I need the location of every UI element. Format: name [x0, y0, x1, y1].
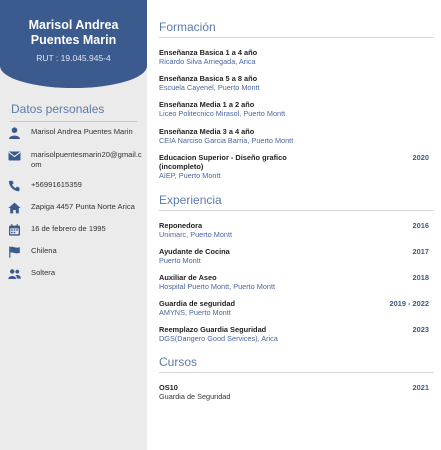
info-email — [8, 150, 143, 170]
divider — [159, 210, 434, 211]
entry-year: 2017 — [412, 247, 429, 256]
last-names: Puentes Marin — [30, 33, 117, 47]
entry-subtitle: Ricardo Silva Arriegada, Arica — [159, 57, 256, 66]
flag-icon — [8, 246, 22, 258]
entry-year: 2023 — [412, 325, 429, 334]
formacion-entry — [159, 48, 429, 66]
divider — [159, 372, 434, 373]
entry-year: 2018 — [412, 273, 429, 282]
full-name — [0, 0, 147, 48]
entry-title: Guardia de seguridad — [159, 299, 235, 308]
home-icon — [8, 202, 22, 214]
experiencia-entry — [159, 273, 429, 291]
info-nationality — [8, 246, 143, 258]
entry-subtitle: Guardia de Seguridad — [159, 392, 231, 401]
formacion-entry — [159, 100, 429, 118]
info-name — [8, 127, 143, 139]
entry-title: OS10 — [159, 383, 178, 392]
entry-year: 2019 - 2022 — [389, 299, 429, 308]
info-text: 16 de febrero de 1995 — [31, 224, 106, 233]
entry-subtitle: Unimarc, Puerto Montt — [159, 230, 232, 239]
entry-subtitle: DGS(Dangero Good Services), Arica — [159, 334, 278, 343]
cursos-title: Cursos — [159, 355, 198, 369]
experiencia-entry — [159, 221, 429, 239]
entry-subtitle: AIEP, Puerto Montt — [159, 171, 221, 180]
phone-icon — [8, 180, 22, 192]
divider — [159, 37, 434, 38]
info-text: Soltera — [31, 268, 56, 277]
info-marital-status — [8, 268, 143, 280]
entry-subtitle: Hospital Puerto Montt, Puerto Montt — [159, 282, 275, 291]
people-icon — [8, 268, 22, 280]
entry-title: Enseñanza Basica 1 a 4 año — [159, 48, 258, 57]
info-text: Marisol Andrea Puentes Marin — [31, 127, 133, 136]
sidebar — [0, 0, 147, 450]
entry-subtitle: Escuela Cayenel, Puerto Montt — [159, 83, 260, 92]
experiencia-entry — [159, 247, 429, 265]
calendar-icon — [8, 224, 22, 236]
entry-subtitle: CEIA Narciso Garcia Barria, Puerto Montt — [159, 136, 294, 145]
info-birthdate — [8, 224, 143, 236]
formacion-entry — [159, 153, 429, 180]
entry-title: Enseñanza Media 3 a 4 año — [159, 127, 255, 136]
cursos-entry — [159, 383, 429, 401]
entry-title: Educacion Superior - Diseño grafico (incompleto) — [159, 153, 287, 171]
info-address — [8, 202, 143, 214]
entry-title: Enseñanza Media 1 a 2 año — [159, 100, 255, 109]
entry-year: 2020 — [412, 153, 429, 162]
divider — [10, 121, 137, 122]
entry-title: Reemplazo Guardia Seguridad — [159, 325, 267, 334]
entry-title: Ayudante de Cocina — [159, 247, 230, 256]
envelope-icon — [8, 150, 22, 162]
entry-title: Auxiliar de Aseo — [159, 273, 217, 282]
info-text: Chilena — [31, 246, 57, 255]
info-text: Zapiga 4457 Punta Norte Arica — [31, 202, 135, 211]
formacion-entry — [159, 127, 429, 145]
entry-subtitle: AMYNS, Puerto Montt — [159, 308, 231, 317]
info-text[interactable]: marisolpuentesmarin20@gmail.com — [31, 150, 142, 169]
personal-section-title: Datos personales — [11, 102, 105, 116]
info-text: +56991615359 — [31, 180, 82, 189]
main-content — [147, 0, 441, 450]
entry-subtitle: Liceo Politecnico Mirasol, Puerto Montt — [159, 109, 286, 118]
entry-year: 2016 — [412, 221, 429, 230]
entry-title: Enseñanza Basica 5 a 8 año — [159, 74, 258, 83]
profile-header — [0, 0, 147, 88]
rut: RUT : 19.045.945-4 — [36, 53, 111, 63]
user-icon — [8, 127, 22, 139]
experiencia-entry — [159, 325, 429, 343]
info-phone — [8, 180, 143, 192]
formacion-entry — [159, 74, 429, 92]
entry-subtitle: Puerto Montt — [159, 256, 201, 265]
first-names: Marisol Andrea — [28, 18, 119, 32]
entry-year: 2021 — [412, 383, 429, 392]
formacion-title: Formación — [159, 20, 216, 34]
experiencia-entry — [159, 299, 429, 317]
experiencia-title: Experiencia — [159, 193, 222, 207]
entry-title: Reponedora — [159, 221, 203, 230]
